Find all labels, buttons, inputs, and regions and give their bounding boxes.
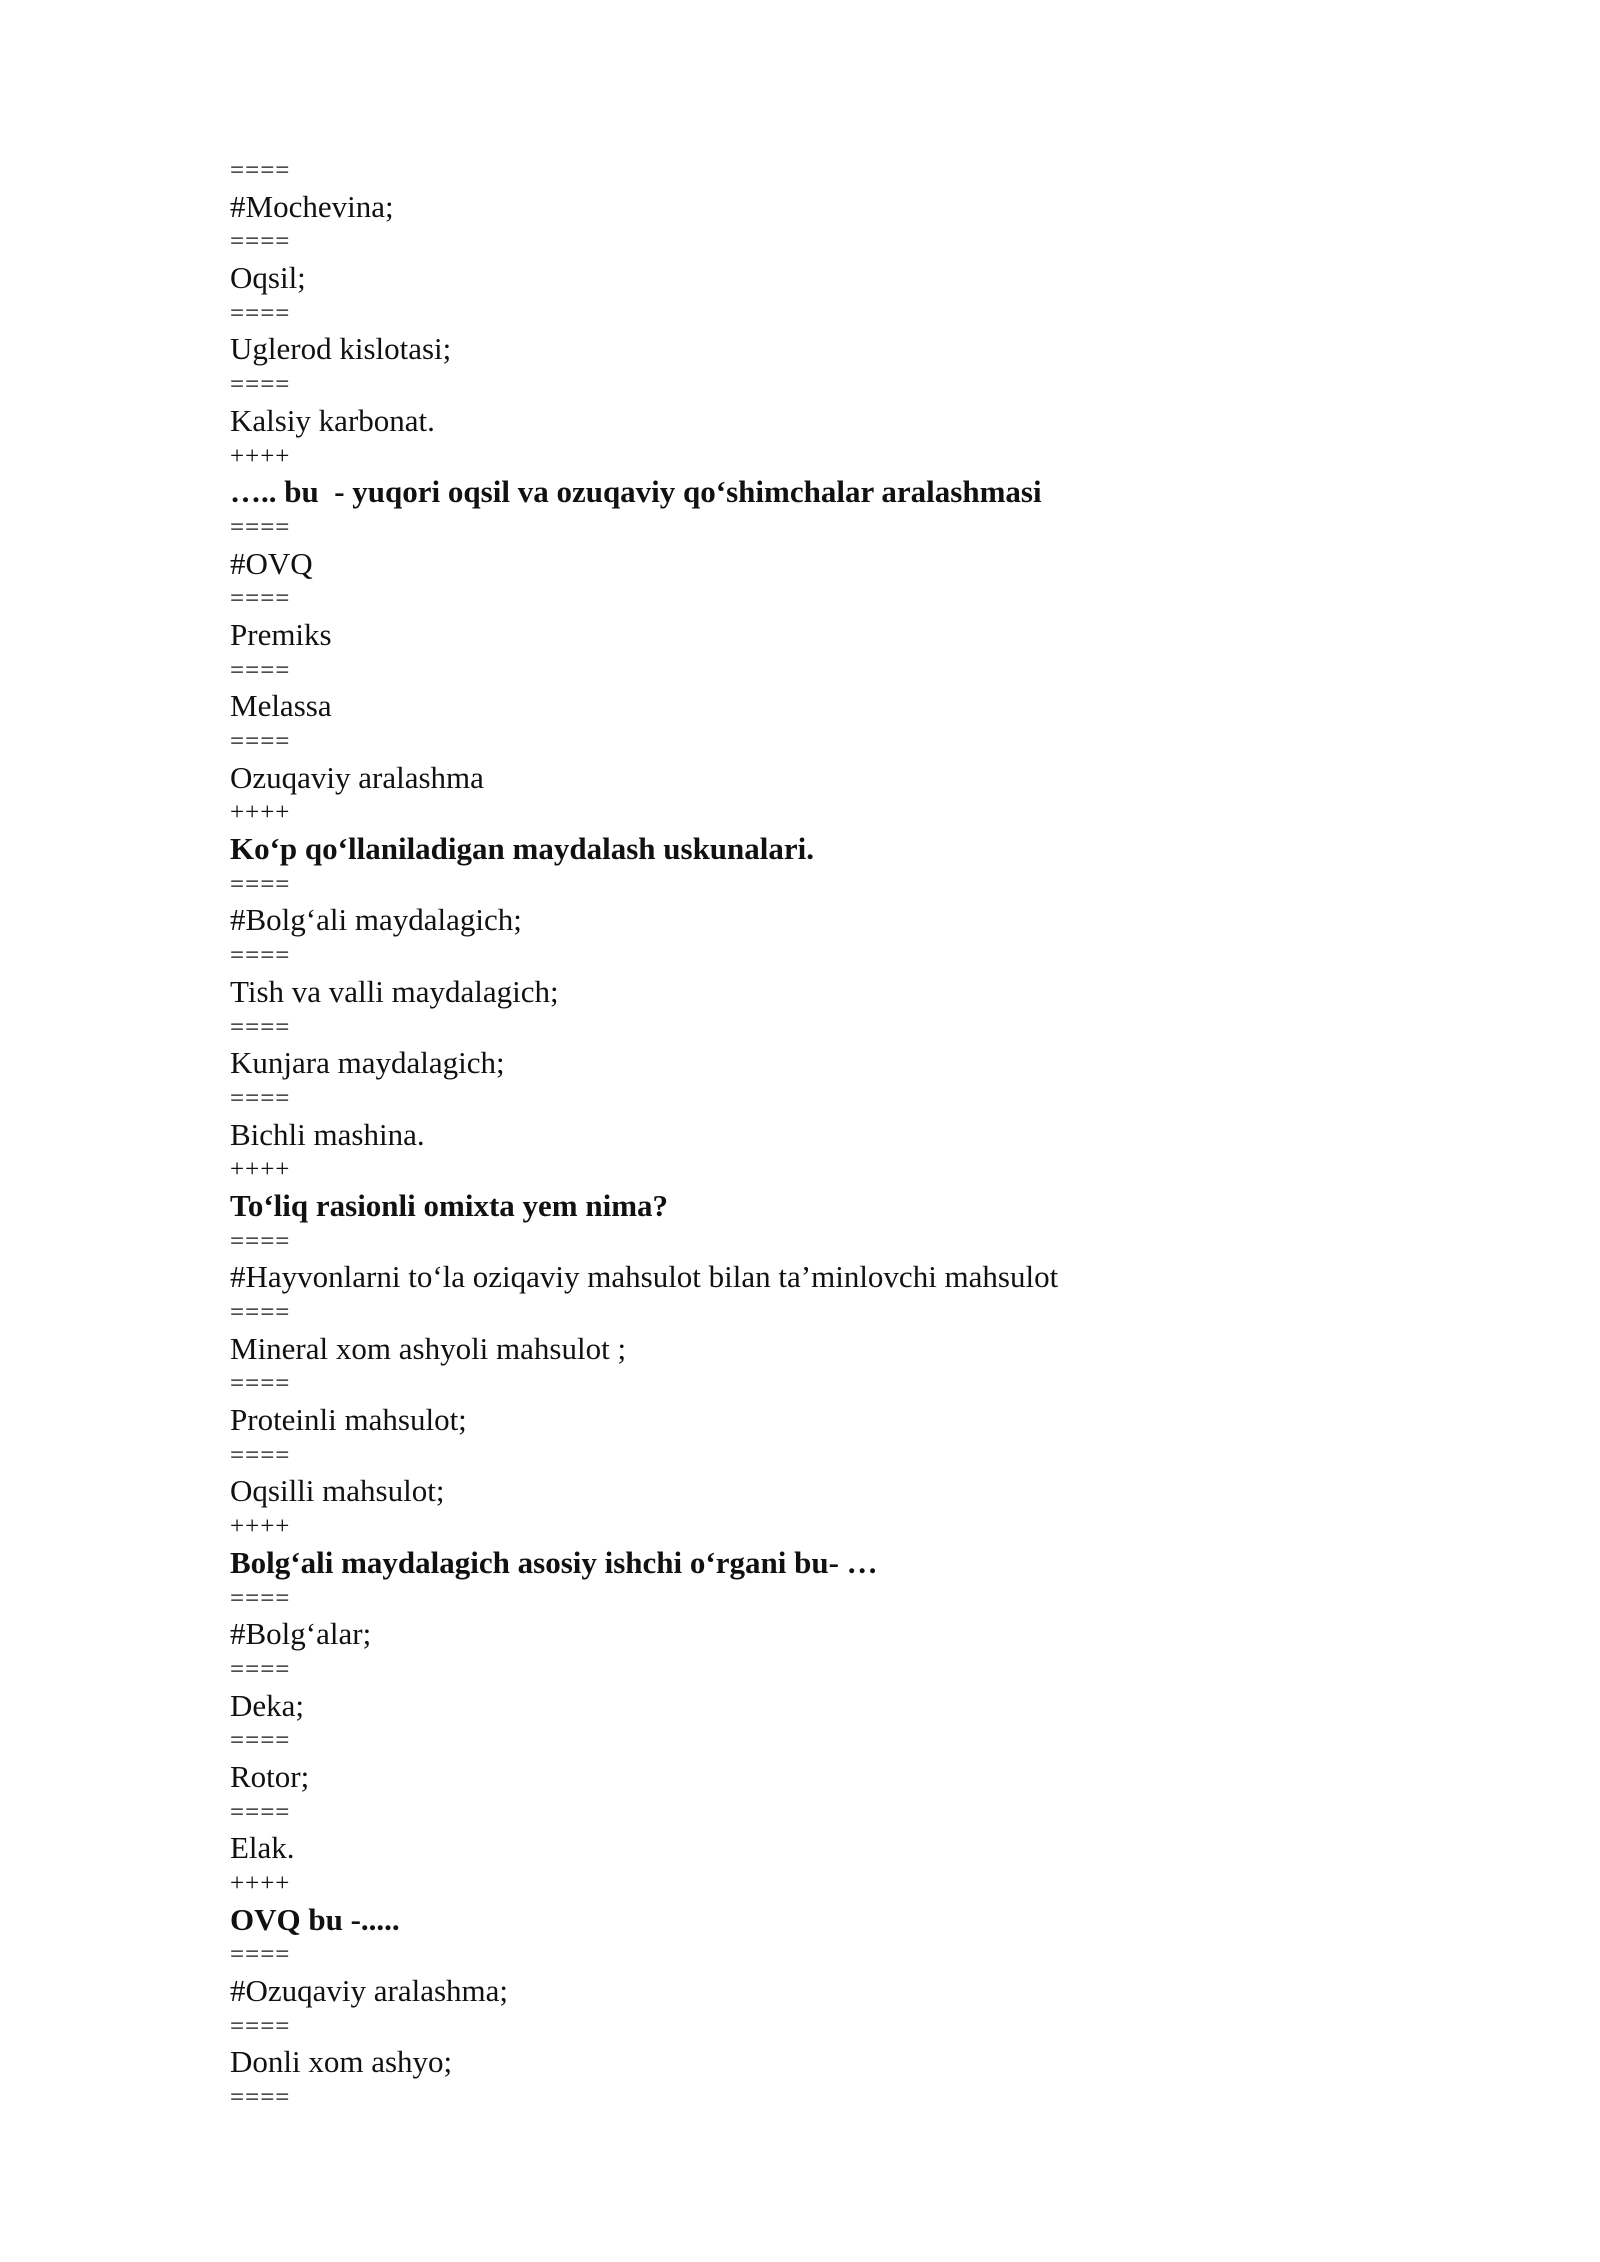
answer-option: Ozuqaviy aralashma: [230, 759, 484, 795]
answer-option: Proteinli mahsulot;: [230, 1402, 467, 1438]
answer-option: Mineral xom ashyoli mahsulot ;: [230, 1330, 627, 1366]
answer-option: #Ozuqaviy aralashma;: [230, 1973, 509, 2009]
answer-option: #Mochevina;: [230, 188, 394, 224]
question-heading: Ko‘p qo‘llaniladigan maydalash uskunalari.: [230, 831, 815, 867]
quiz-text-body: [230, 153, 1430, 2116]
separator-line: ====: [230, 942, 291, 970]
answer-option: #Hayvonlarni to‘la oziqaviy mahsulot bilan ta’minlovchi mahsulot: [230, 1259, 1059, 1295]
answer-option: Rotor;: [230, 1758, 310, 1794]
separator-line: ====: [230, 371, 291, 399]
separator-line: ====: [230, 513, 291, 541]
answer-option: Premiks: [230, 616, 332, 652]
answer-option: Kalsiy karbonat.: [230, 402, 435, 438]
separator-line: ====: [230, 585, 291, 613]
separator-line: ====: [230, 1798, 291, 1826]
separator-line: ++++: [230, 442, 291, 470]
separator-line: ====: [230, 1584, 291, 1612]
answer-option: #OVQ: [230, 545, 313, 581]
separator-line: ====: [230, 656, 291, 684]
separator-line: ====: [230, 2012, 291, 2040]
separator-line: ++++: [230, 1513, 291, 1541]
separator-line: ====: [230, 1727, 291, 1755]
answer-option: Uglerod kislotasi;: [230, 331, 452, 367]
answer-option: Tish va valli maydalagich;: [230, 973, 559, 1009]
answer-option: Kunjara maydalagich;: [230, 1045, 505, 1081]
question-heading: ….. bu - yuqori oqsil va ozuqaviy qo‘shimchalar aralashmasi: [230, 474, 1042, 510]
answer-option: Elak.: [230, 1830, 295, 1866]
separator-line: ====: [230, 1655, 291, 1683]
answer-option: #Bolg‘alar;: [230, 1616, 372, 1652]
separator-line: ====: [230, 1084, 291, 1112]
separator-line: ++++: [230, 1870, 291, 1897]
separator-line: ====: [230, 1941, 291, 1969]
separator-line: ====: [230, 299, 291, 327]
separator-line: ====: [230, 1441, 291, 1469]
separator-line: ====: [230, 728, 291, 755]
separator-line: ====: [230, 157, 291, 184]
separator-line: ====: [230, 2084, 291, 2112]
question-heading: To‘liq rasionli omixta yem nima?: [230, 1187, 669, 1223]
separator-line: ====: [230, 1227, 291, 1255]
answer-option: Oqsil;: [230, 260, 306, 296]
separator-line: ++++: [230, 799, 291, 827]
separator-line: ====: [230, 1013, 291, 1041]
document-page: [230, 153, 1430, 2116]
separator-line: ====: [230, 1370, 291, 1398]
question-heading: OVQ bu -.....: [230, 1901, 400, 1937]
answer-option: #Bolg‘ali maydalagich;: [230, 902, 522, 938]
question-heading: Bolg‘ali maydalagich asosiy ishchi o‘rgani bu- …: [230, 1544, 878, 1580]
separator-line: ====: [230, 228, 291, 256]
answer-option: Melassa: [230, 688, 332, 724]
answer-option: Deka;: [230, 1687, 305, 1723]
separator-line: ====: [230, 870, 291, 898]
answer-option: Oqsilli mahsulot;: [230, 1473, 445, 1509]
separator-line: ====: [230, 1299, 291, 1326]
answer-option: Bichli mashina.: [230, 1116, 425, 1152]
answer-option: Donli xom ashyo;: [230, 2044, 453, 2080]
separator-line: ++++: [230, 1156, 291, 1184]
